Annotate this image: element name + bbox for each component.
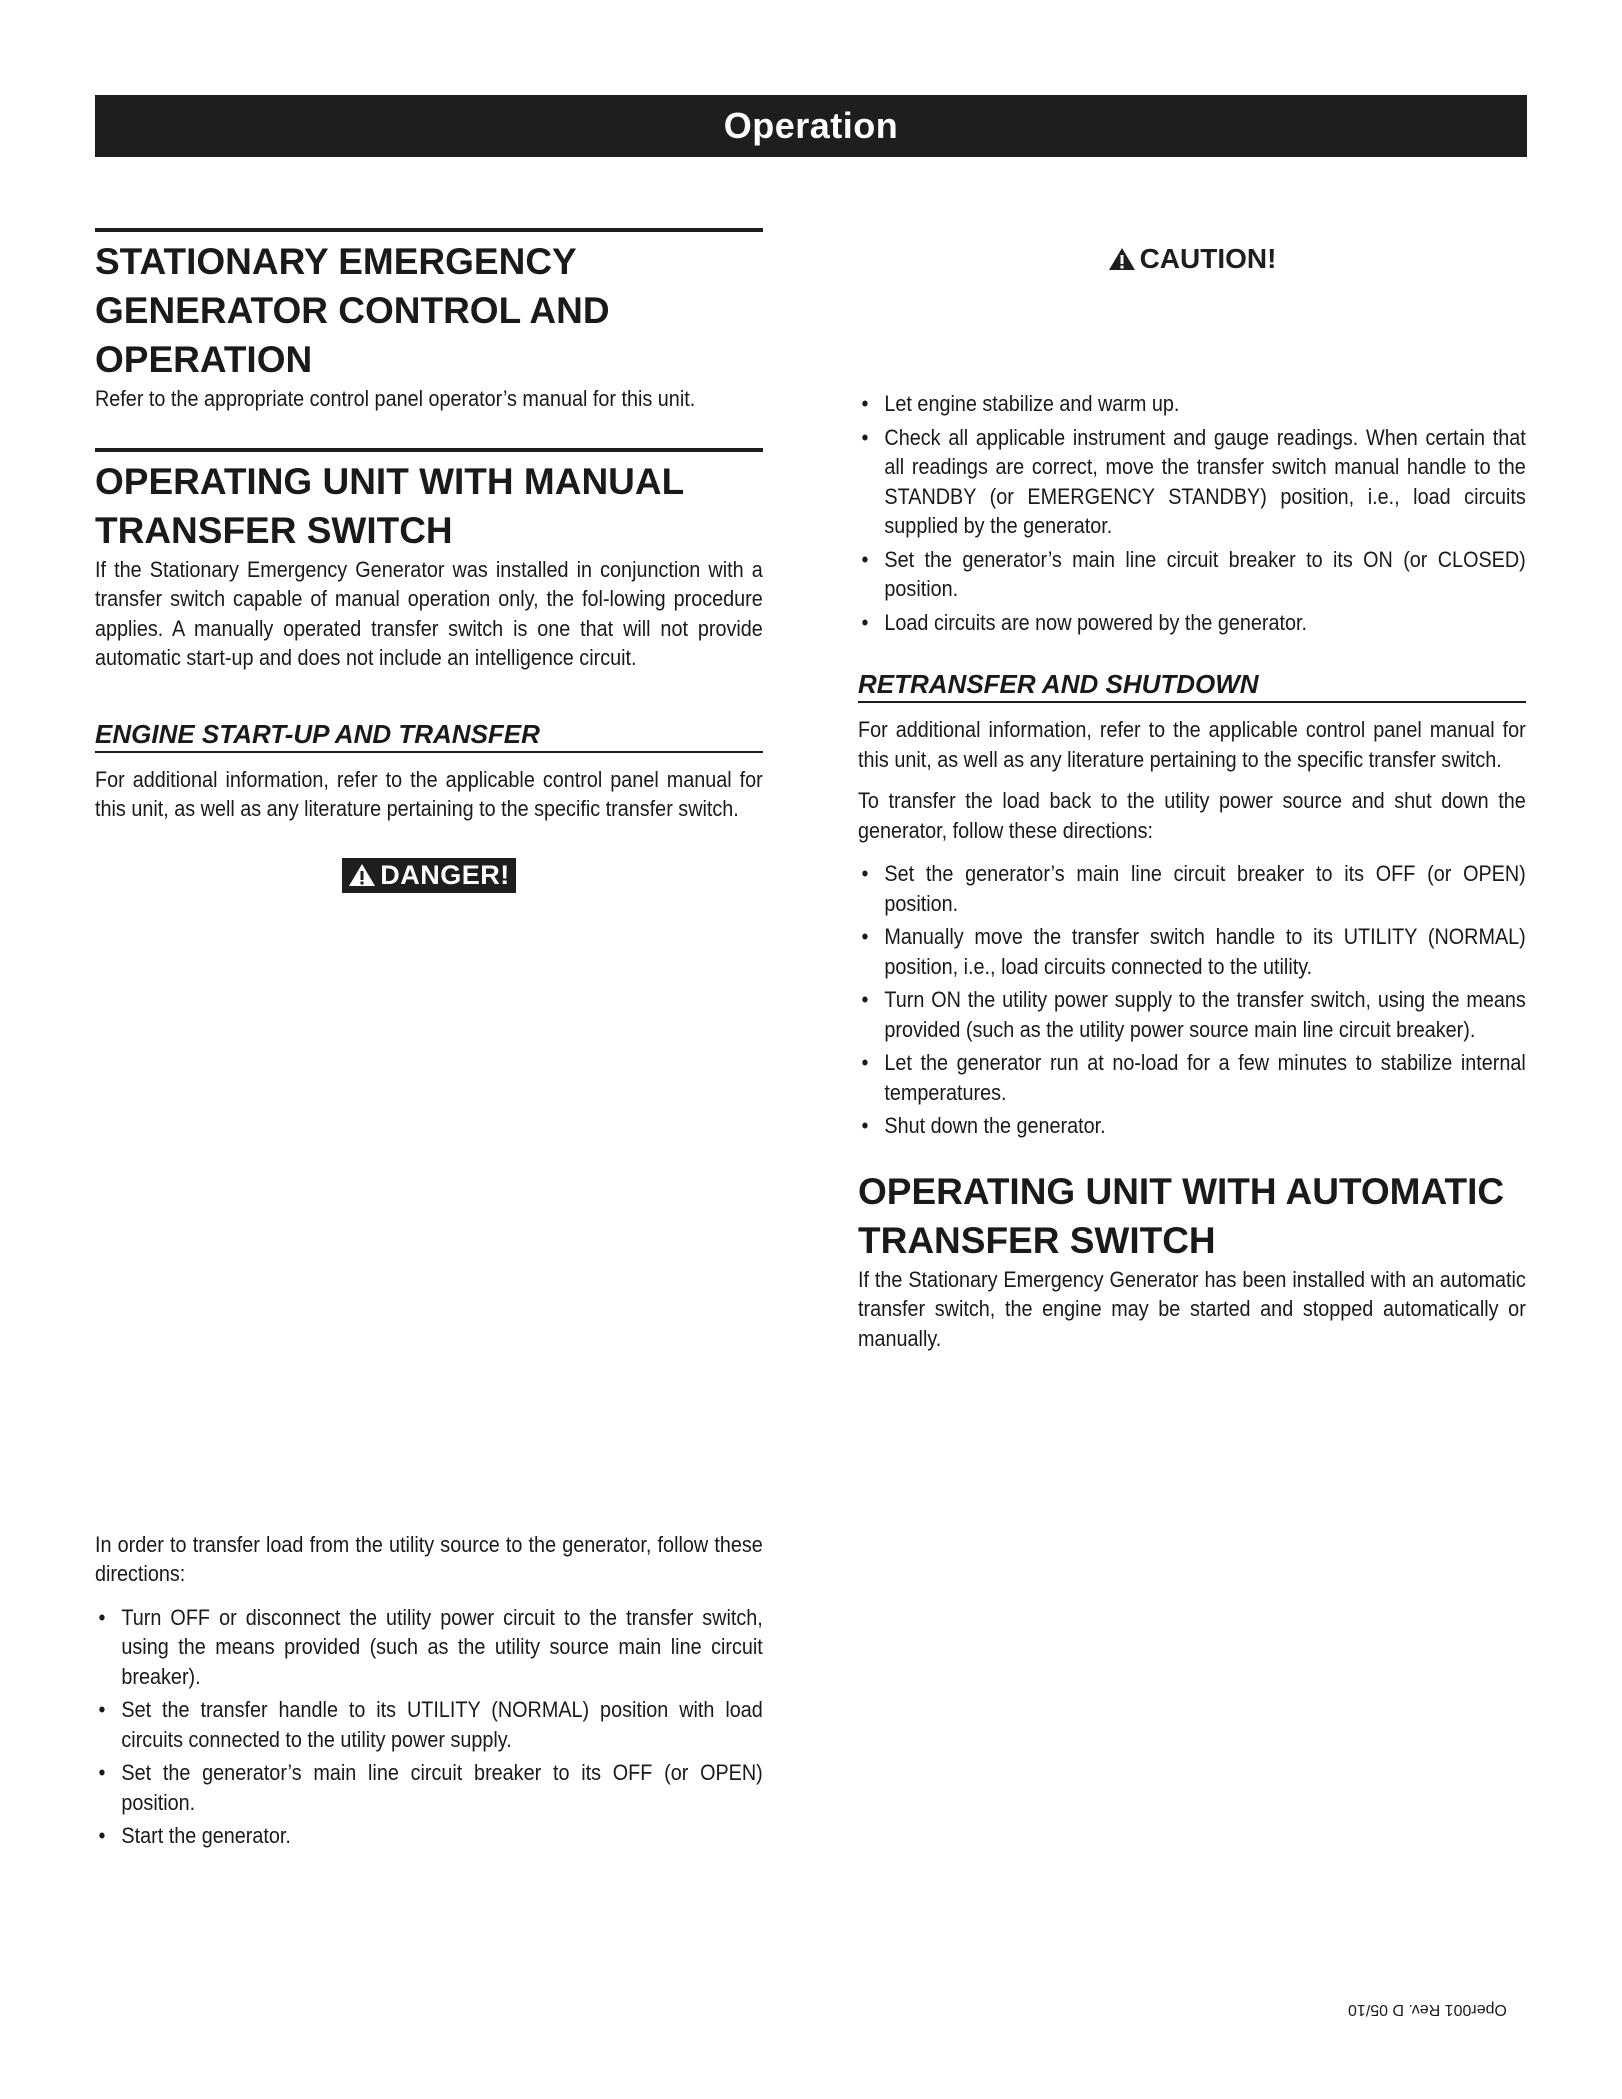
section-title-control-operation: STATIONARY EMERGENCY GENERATOR CONTROL AND OPERATION bbox=[95, 228, 763, 384]
list-item: • Load circuits are now powered by the generator. bbox=[858, 608, 1526, 638]
transfer-steps-list bbox=[95, 1603, 763, 1851]
caution-label-container bbox=[858, 243, 1526, 276]
document-revision-code: Oper001 Rev. D 05/10 bbox=[1348, 2001, 1507, 2018]
section-body-automatic-transfer: If the Stationary Emergency Generator has been installed with an automatic transfer switch, the engine may be started and stopped automatically or manually. bbox=[858, 1266, 1526, 1351]
danger-badge bbox=[342, 858, 516, 893]
section-body-manual-transfer: If the Stationary Emergency Generator was installed in conjunction with a transfer switch capable of manual operation only, the fol-lowing procedure applies. A manually operated transfer switch is one that will not provide automatic start-up and does not include an intelligence circuit. bbox=[95, 556, 763, 670]
list-item: • Start the generator. bbox=[95, 1821, 763, 1851]
subsection-body-retransfer-directions: To transfer the load back to the utility power source and shut down the generator, follow these directions: bbox=[858, 788, 1526, 843]
retransfer-steps-list bbox=[858, 859, 1526, 1141]
list-item: • Let the generator run at no-load for a few minutes to stabilize internal temperatures. bbox=[858, 1048, 1526, 1107]
subsection-body-retransfer-info: For additional information, refer to the applicable control panel manual for this unit, as well as any literature pertaining to the specific transfer switch. bbox=[858, 717, 1526, 772]
section-title-manual-transfer: OPERATING UNIT WITH MANUAL TRANSFER SWITCH bbox=[95, 448, 763, 555]
caution-label-text: CAUTION! bbox=[1139, 243, 1277, 274]
right-column bbox=[858, 228, 1526, 1353]
subsection-body-engine-startup: For additional information, refer to the applicable control panel manual for this unit, as well as any literature pertaining to the specific transfer switch. bbox=[95, 766, 763, 821]
list-item: • Shut down the generator. bbox=[858, 1111, 1526, 1141]
danger-label-text: DANGER! bbox=[380, 859, 510, 890]
list-item: • Turn OFF or disconnect the utility power circuit to the transfer switch, using the means provided (such as the utility source main line circuit breaker). bbox=[95, 1603, 763, 1692]
list-item: • Manually move the transfer switch handle to its UTILITY (NORMAL) position, i.e., load circuits connected to the utility. bbox=[858, 922, 1526, 981]
list-item: • Turn ON the utility power supply to the transfer switch, using the means provided (such as the utility power source main line circuit breaker). bbox=[858, 985, 1526, 1044]
danger-label-container bbox=[95, 858, 763, 893]
page-header-title: Operation bbox=[723, 105, 899, 146]
section-body-control-operation: Refer to the appropriate control panel operator’s manual for this unit. bbox=[95, 386, 696, 411]
list-item: • Set the generator’s main line circuit breaker to its ON (or CLOSED) position. bbox=[858, 545, 1526, 604]
left-column bbox=[95, 228, 763, 1855]
caution-badge bbox=[1108, 243, 1277, 275]
list-item: • Set the transfer handle to its UTILITY (NORMAL) position with load circuits connected to the utility power supply. bbox=[95, 1695, 763, 1754]
subsection-title-retransfer: RETRANSFER AND SHUTDOWN bbox=[858, 667, 1526, 703]
page-header-bar bbox=[95, 95, 1527, 157]
list-item: • Set the generator’s main line circuit breaker to its OFF (or OPEN) position. bbox=[858, 859, 1526, 918]
list-item: • Let engine stabilize and warm up. bbox=[858, 389, 1526, 419]
warning-triangle-icon bbox=[1108, 247, 1136, 271]
section-title-automatic-transfer: OPERATING UNIT WITH AUTOMATIC TRANSFER SWITCH bbox=[858, 1170, 1505, 1261]
list-item: • Set the generator’s main line circuit breaker to its OFF (or OPEN) position. bbox=[95, 1758, 763, 1817]
warning-triangle-icon bbox=[348, 863, 376, 887]
startup-steps-list bbox=[858, 389, 1526, 637]
transfer-intro-text: In order to transfer load from the utility source to the generator, follow these directions: bbox=[95, 1531, 763, 1586]
subsection-title-engine-startup: ENGINE START-UP AND TRANSFER bbox=[95, 717, 763, 753]
list-item: • Check all applicable instrument and gauge readings. When certain that all readings are correct, move the transfer switch manual handle to the STANDBY (or EMERGENCY STANDBY) position, i.e., load circuits supplied by the generator. bbox=[858, 423, 1526, 541]
